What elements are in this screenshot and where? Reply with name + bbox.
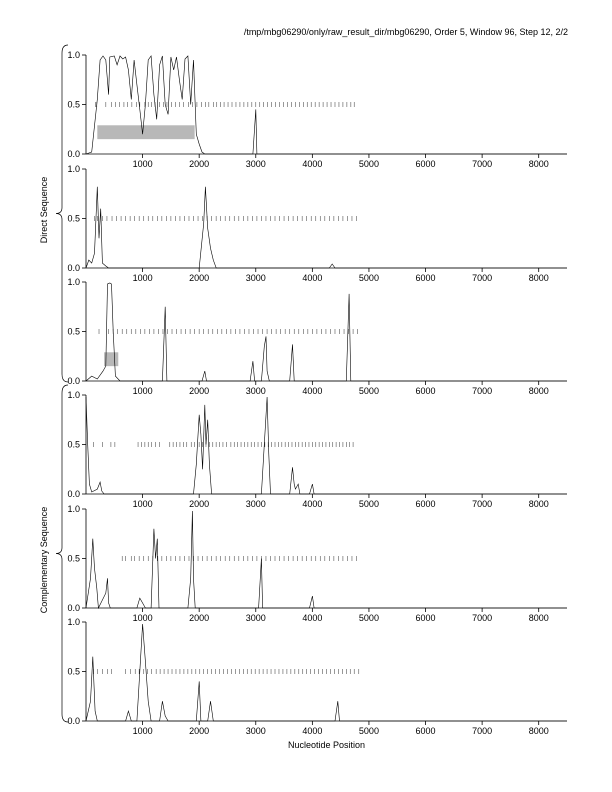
y-tick-label: 0.5 <box>67 439 80 450</box>
y-tick-label: 1.0 <box>67 50 80 60</box>
x-tick-label: 7000 <box>472 273 493 283</box>
x-tick-label: 1000 <box>132 613 153 623</box>
x-tick-label: 1000 <box>132 159 153 169</box>
orf-box <box>97 125 194 139</box>
complementary-sequence-brace <box>56 385 68 722</box>
x-tick-label: 7000 <box>472 386 493 396</box>
direct-sequence-label: Direct Sequence <box>39 176 49 244</box>
y-tick-label: 0.5 <box>67 666 80 677</box>
x-tick-label: 3000 <box>245 386 266 396</box>
x-tick-label: 7000 <box>472 613 493 623</box>
panel-complementary-frame-1 <box>67 390 567 509</box>
x-tick-label: 4000 <box>302 273 323 283</box>
x-tick-label: 2000 <box>189 613 210 623</box>
x-axis-label: Nucleotide Position <box>287 740 366 750</box>
x-tick-label: 4000 <box>302 159 323 169</box>
x-tick-label: 5000 <box>358 159 379 169</box>
y-tick-label: 1.0 <box>67 504 80 514</box>
y-tick-label: 0.5 <box>67 326 80 337</box>
direct-sequence-brace <box>56 45 68 382</box>
x-tick-label: 3000 <box>245 613 266 623</box>
y-tick-label: 0.0 <box>67 263 80 273</box>
x-tick-label: 8000 <box>528 273 549 283</box>
chart-panels <box>67 50 567 736</box>
x-tick-label: 8000 <box>528 159 549 169</box>
x-tick-label: 8000 <box>528 613 549 623</box>
y-tick-label: 0.0 <box>67 376 80 386</box>
x-tick-label: 8000 <box>528 499 549 509</box>
x-tick-label: 8000 <box>528 726 549 736</box>
series-line <box>86 511 567 608</box>
panel-complementary-frame-3 <box>67 617 567 736</box>
y-tick-label: 1.0 <box>67 617 80 627</box>
x-tick-label: 7000 <box>472 159 493 169</box>
x-tick-label: 5000 <box>358 613 379 623</box>
x-tick-label: 7000 <box>472 726 493 736</box>
x-tick-label: 6000 <box>415 726 436 736</box>
x-tick-label: 3000 <box>245 159 266 169</box>
y-tick-label: 0.0 <box>67 603 80 613</box>
x-tick-label: 4000 <box>302 499 323 509</box>
x-tick-label: 7000 <box>472 499 493 509</box>
x-tick-label: 2000 <box>189 273 210 283</box>
series-line <box>86 187 567 268</box>
x-tick-label: 6000 <box>415 159 436 169</box>
x-tick-label: 8000 <box>528 386 549 396</box>
y-tick-label: 0.5 <box>67 213 80 224</box>
x-tick-label: 5000 <box>358 386 379 396</box>
x-tick-label: 4000 <box>302 386 323 396</box>
x-tick-label: 6000 <box>415 499 436 509</box>
x-tick-label: 1000 <box>132 273 153 283</box>
y-tick-label: 0.5 <box>67 553 80 564</box>
y-tick-label: 0.5 <box>67 99 80 110</box>
y-tick-label: 0.0 <box>67 149 80 159</box>
series-line <box>86 56 567 154</box>
panel-direct-frame-1 <box>67 50 567 169</box>
panel-direct-frame-3 <box>67 277 567 396</box>
x-tick-label: 6000 <box>415 273 436 283</box>
x-tick-label: 6000 <box>415 386 436 396</box>
panel-direct-frame-2 <box>67 164 567 283</box>
y-tick-label: 1.0 <box>67 277 80 287</box>
x-tick-label: 1000 <box>132 499 153 509</box>
panel-complementary-frame-2 <box>67 504 567 623</box>
page-title: /tmp/mbg06290/only/raw_result_dir/mbg06290, Order 5, Window 96, Step 12, 2/2 <box>243 27 568 37</box>
group-braces <box>56 45 68 722</box>
x-tick-label: 2000 <box>189 499 210 509</box>
series-line <box>86 397 567 494</box>
y-tick-label: 0.0 <box>67 716 80 726</box>
x-tick-label: 3000 <box>245 726 266 736</box>
x-tick-label: 6000 <box>415 613 436 623</box>
x-tick-label: 2000 <box>189 159 210 169</box>
x-tick-label: 4000 <box>302 613 323 623</box>
x-tick-label: 1000 <box>132 726 153 736</box>
y-tick-label: 1.0 <box>67 390 80 400</box>
x-tick-label: 2000 <box>189 726 210 736</box>
x-tick-label: 3000 <box>245 273 266 283</box>
x-tick-label: 1000 <box>132 386 153 396</box>
complementary-sequence-label: Complementary Sequence <box>39 506 49 614</box>
x-tick-label: 5000 <box>358 726 379 736</box>
x-tick-label: 5000 <box>358 273 379 283</box>
y-tick-label: 0.0 <box>67 489 80 499</box>
x-tick-label: 3000 <box>245 499 266 509</box>
x-tick-label: 2000 <box>189 386 210 396</box>
y-tick-label: 1.0 <box>67 164 80 174</box>
x-tick-label: 5000 <box>358 499 379 509</box>
x-tick-label: 4000 <box>302 726 323 736</box>
